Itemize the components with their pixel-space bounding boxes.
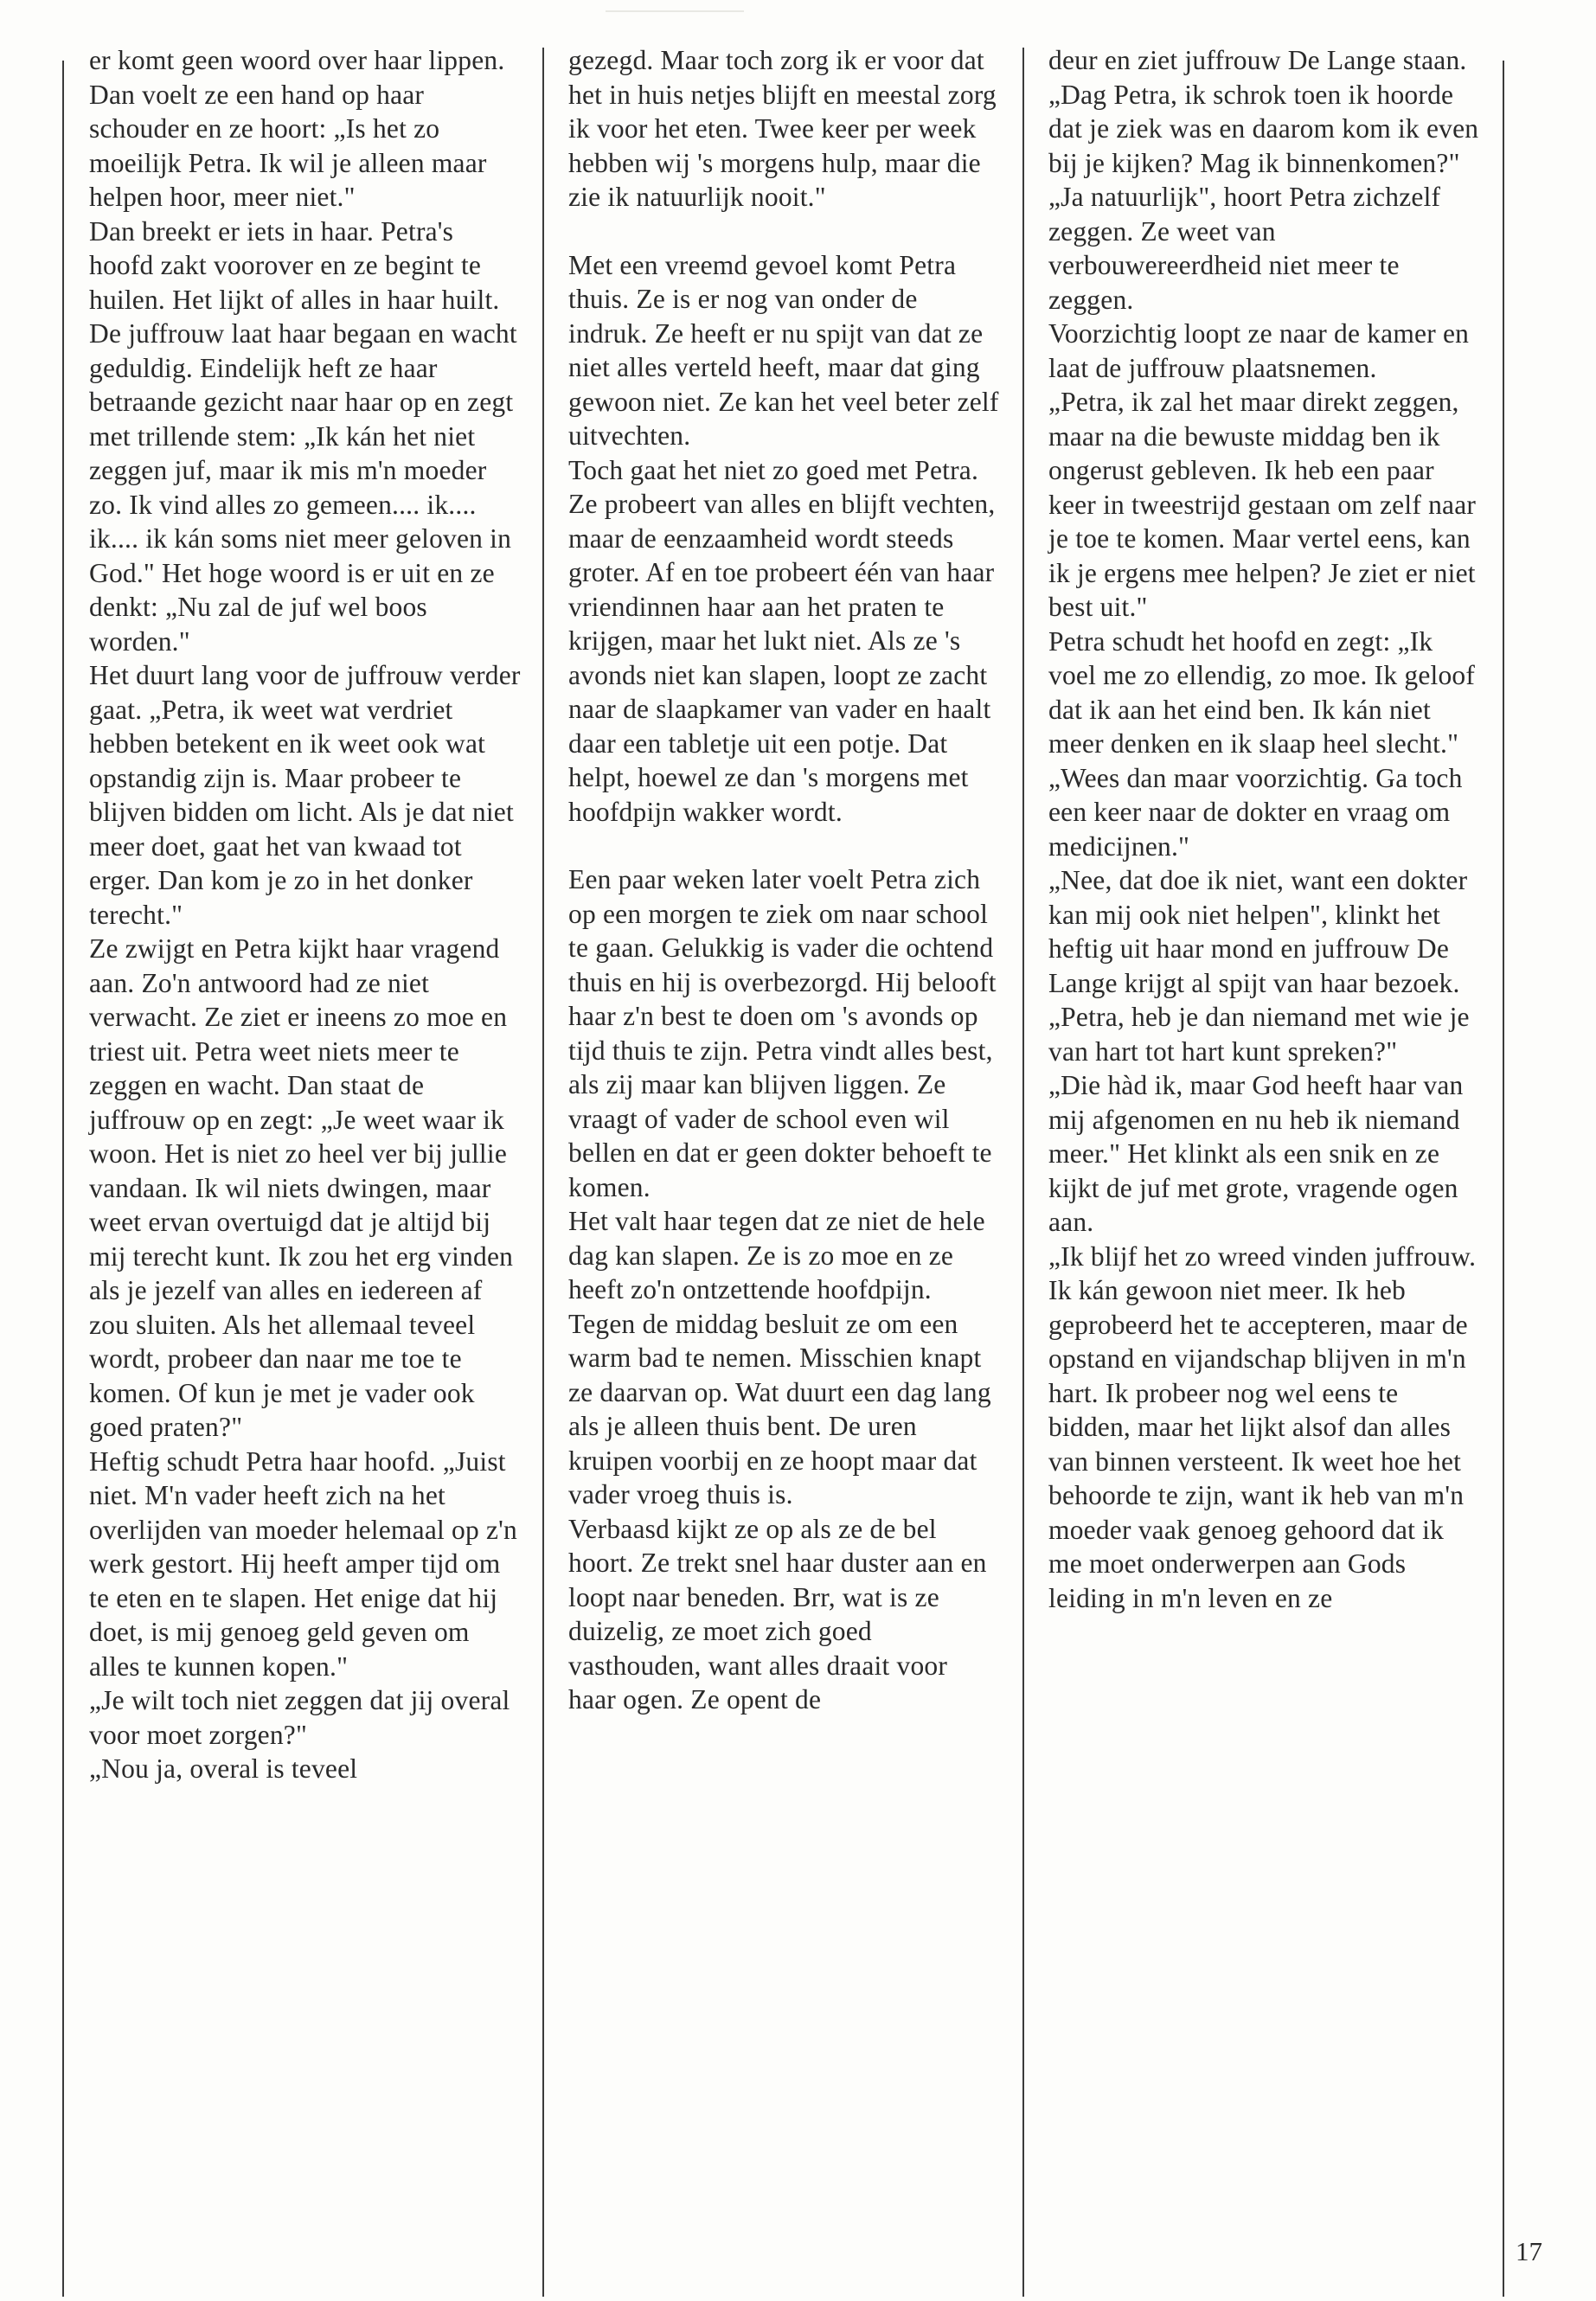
paragraph: Verbaasd kijkt ze op als ze de bel hoort. Ze trekt snel haar duster aan en loopt naar beneden. Brr, wat is ze duizelig, ze moet zich goed vasthouden, want alles draait voor haar ogen. Ze opent de — [568, 1513, 987, 1715]
page-number: 17 — [1516, 2236, 1542, 2266]
column-rule-1 — [542, 48, 544, 2297]
paragraph: „Dag Petra, ik schrok toen ik hoorde dat je ziek was en daarom kom ik even bij je kijken? Mag ik binnenkomen?" — [1048, 79, 1479, 178]
paragraph: Toch gaat het niet zo goed met Petra. Ze probeert van alles en blijft vechten, maar de eenzaamheid wordt steeds groter. Af en toe probeert één van haar vriendinnen haar aan het praten te krijgen, maar het lukt niet. Als ze 's avonds niet kan slapen, loopt ze zacht naar de slaapkamer van vader en haalt daar een tabletje uit een potje. Dat helpt, hoewel ze dan 's morgens met hoofdpijn wakker wordt. — [568, 454, 996, 827]
text-column-1 — [89, 43, 522, 1786]
paragraph: „Ik blijf het zo wreed vinden juffrouw. Ik kán gewoon niet meer. Ik heb geprobeerd het te accepteren, maar de opstand en vijandschap blijven in m'n hart. Ik probeer nog wel eens te bidden, maar het lijkt alsof dan alles van binnen versteent. Ik weet hoe het behoorde te zijn, want ik heb van m'n moeder vaak genoeg gehoord dat ik me moet onderwerpen aan Gods leiding in m'n leven en ze — [1048, 1240, 1477, 1613]
text-column-2 — [568, 43, 1001, 1717]
paragraph: Ze zwijgt en Petra kijkt haar vragend aan. Zo'n antwoord had ze niet verwacht. Ze ziet er ineens zo moe en triest uit. Petra weet niets meer te zeggen en wacht. Dan staat de juffrouw op en zegt: „Je weet waar ik woon. Het is niet zo heel ver bij jullie vandaan. Ik wil niets dwingen, maar weet ervan overtuigd dat je altijd bij mij terecht kunt. Ik zou het erg vinden als je jezelf van alles en iedereen af zou sluiten. Als het allemaal teveel wordt, probeer dan naar me toe te komen. Of kun je met je vader ook goed praten?" — [89, 933, 514, 1442]
column-rule-2 — [1022, 48, 1024, 2297]
paragraph: „Ja natuurlijk", hoort Petra zichzelf zeggen. Ze weet van verbouwereerdheid niet meer te zeggen. — [1048, 182, 1441, 315]
paragraph: „Die hàd ik, maar God heeft haar van mij afgenomen en nu heb ik niemand meer." Het klinkt als een snik en ze kijkt de juf met grote, vragende ogen aan. — [1048, 1070, 1464, 1237]
paragraph: „Petra, heb je dan niemand met wie je van hart tot hart kunt spreken?" — [1048, 1002, 1470, 1067]
paragraph: „Je wilt toch niet zeggen dat jij overal voor moet zorgen?" — [89, 1685, 510, 1750]
paragraph: Het duurt lang voor de juffrouw verder gaat. „Petra, ik weet wat verdriet hebben betekent en ik weet ook wat opstandig zijn is. Maar probeer te blijven bidden om licht. Als je dat niet meer doet, gaat het van kwaad tot erger. Dan kom je zo in het donker terecht." — [89, 660, 521, 930]
paragraph: „Wees dan maar voorzichtig. Ga toch een keer naar de dokter en vraag om medicijnen." — [1048, 762, 1463, 862]
paragraph: deur en ziet juffrouw De Lange staan. — [1048, 45, 1467, 75]
column-rule-left — [62, 61, 64, 2297]
text-column-3 — [1048, 43, 1481, 1615]
paragraph: Met een vreemd gevoel komt Petra thuis. Ze is er nog van onder de indruk. Ze heeft er nu spijt van dat ze niet alles verteld heeft, maar dat ging gewoon niet. Ze kan het veel beter zelf uitvechten. — [568, 249, 999, 451]
paragraph: Heftig schudt Petra haar hoofd. „Juist niet. M'n vader heeft zich na het overlijden van moeder helemaal op z'n werk gestort. Hij heeft amper tijd om te eten en te slapen. Het enige dat hij doet, is mij genoeg geld geven om alles te kunnen kopen." — [89, 1445, 518, 1682]
paragraph: Dan breekt er iets in haar. Petra's hoofd zakt voorover en ze begint te huilen. Het lijkt of alles in haar huilt. De juffrouw laat haar begaan en wacht geduldig. Eindelijk heft ze haar betraande gezicht naar haar op en zegt met trillende stem: „Ik kán het niet zeggen juf, maar ik mis m'n moeder zo. Ik vind alles zo gemeen.... ik.... ik.... ik kán soms niet meer geloven in God." Het hoge woord is er uit en ze denkt: „Nu zal de juf wel boos worden." — [89, 215, 517, 657]
paragraph: Een paar weken later voelt Petra zich op een morgen te ziek om naar school te gaan. Gelukkig is vader die ochtend thuis en hij is overbezorgd. Hij belooft haar z'n best te doen om 's avonds op tijd thuis te zijn. Petra vindt alles best, als zij maar kan blijven liggen. Ze vraagt of vader de school even wil bellen en dat er geen dokter behoeft te komen. — [568, 864, 997, 1202]
paragraph: Petra schudt het hoofd en zegt: „Ik voel me zo ellendig, zo moe. Ik geloof dat ik aan het eind ben. Ik kán niet meer denken en ik slaap heel slecht." — [1048, 625, 1476, 759]
paragraph: Voorzichtig loopt ze naar de kamer en laat de juffrouw plaatsnemen. — [1048, 318, 1470, 383]
paragraph: „Nou ja, overal is teveel — [89, 1753, 358, 1784]
paragraph: Het valt haar tegen dat ze niet de hele dag kan slapen. Ze is zo moe en ze heeft zo'n ontzettende hoofdpijn. Tegen de middag besluit ze om een warm bad te nemen. Misschien knapt ze daarvan op. Wat duurt een dag lang als je alleen thuis bent. De uren kruipen voorbij en ze hoopt maar dat vader vroeg thuis is. — [568, 1206, 991, 1509]
paragraph: „Petra, ik zal het maar direkt zeggen, maar na die bewuste middag ben ik ongerust gebleven. Ik heb een paar keer in tweestrijd gestaan om zelf naar je toe te komen. Maar vertel eens, kan ik je ergens mee helpen? Je ziet er niet best uit." — [1048, 387, 1477, 622]
column-rule-right — [1503, 61, 1504, 2297]
scan-mark — [606, 10, 744, 12]
paragraph: gezegd. Maar toch zorg ik er voor dat het in huis netjes blijft en meestal zorg ik voor het eten. Twee keer per week hebben wij 's morgens hulp, maar die zie ik natuurlijk nooit." — [568, 45, 997, 212]
paragraph: er komt geen woord over haar lippen. Dan voelt ze een hand op haar schouder en ze hoort: „Is het zo moeilijk Petra. Ik wil je alleen maar helpen hoor, meer niet." — [89, 45, 505, 212]
paragraph: „Nee, dat doe ik niet, want een dokter kan mij ook niet helpen", klinkt het heftig uit haar mond en juffrouw De Lange krijgt al spijt van haar bezoek. — [1048, 865, 1468, 998]
